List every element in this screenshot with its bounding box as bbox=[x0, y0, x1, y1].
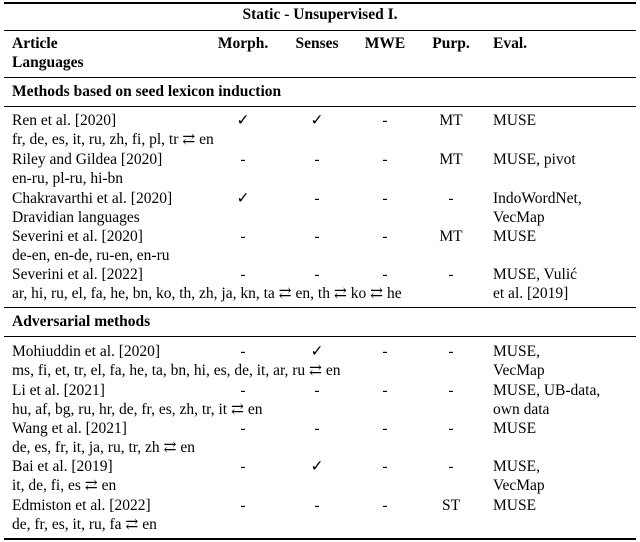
row-mwe: - bbox=[382, 112, 388, 129]
row-article: Severini et al. [2020] bbox=[12, 228, 143, 245]
row-eval: MUSE bbox=[493, 420, 537, 437]
row-mwe: - bbox=[382, 420, 388, 437]
header-languages: Languages bbox=[12, 54, 84, 71]
header-article: Article bbox=[12, 35, 58, 52]
section-title: Methods based on seed lexicon induction bbox=[12, 83, 282, 100]
row-eval-cont: VecMap bbox=[493, 209, 545, 226]
row-languages: de, fr, es, it, ru, fa ⇄ en bbox=[12, 516, 157, 533]
row-eval-cont: et al. [2019] bbox=[493, 285, 569, 302]
row-eval: MUSE, Vulić bbox=[493, 266, 578, 283]
bottom-rule bbox=[4, 538, 636, 540]
row-article: Bai et al. [2019] bbox=[12, 458, 113, 475]
row-senses: ✓ bbox=[310, 458, 324, 475]
row-article: Ren et al. [2020] bbox=[12, 112, 117, 129]
row-article: Li et al. [2021] bbox=[12, 382, 105, 399]
row-mwe: - bbox=[382, 497, 388, 514]
row-purp: - bbox=[448, 190, 454, 207]
row-eval: IndoWordNet, bbox=[493, 190, 582, 207]
row-senses: - bbox=[314, 382, 320, 399]
row-morph: ✓ bbox=[236, 112, 250, 129]
row-morph: - bbox=[240, 382, 246, 399]
row-morph: - bbox=[240, 420, 246, 437]
row-article: Severini et al. [2022] bbox=[12, 266, 143, 283]
row-eval: MUSE, bbox=[493, 458, 540, 475]
top-rule bbox=[4, 2, 636, 4]
header-purp: Purp. bbox=[432, 35, 470, 52]
section-rule bbox=[4, 336, 636, 337]
table-title: Static - Unsupervised I. bbox=[242, 6, 398, 23]
row-article: Chakravarthi et al. [2020] bbox=[12, 190, 173, 207]
header-mwe: MWE bbox=[364, 35, 406, 52]
row-senses: - bbox=[314, 420, 320, 437]
row-article: Mohiuddin et al. [2020] bbox=[12, 343, 161, 360]
row-purp: - bbox=[448, 382, 454, 399]
row-senses: - bbox=[314, 228, 320, 245]
section-rule bbox=[4, 106, 636, 107]
row-senses: - bbox=[314, 266, 320, 283]
header-eval: Eval. bbox=[493, 35, 528, 52]
row-morph: ✓ bbox=[236, 190, 250, 207]
row-article: Wang et al. [2021] bbox=[12, 420, 127, 437]
row-languages: de, es, fr, it, ja, ru, tr, zh ⇄ en bbox=[12, 439, 196, 456]
row-languages: Dravidian languages bbox=[12, 209, 140, 226]
row-senses: ✓ bbox=[310, 343, 324, 360]
row-article: Riley and Gildea [2020] bbox=[12, 151, 163, 168]
header-morph: Morph. bbox=[217, 35, 269, 52]
row-languages: ar, hi, ru, el, fa, he, bn, ko, th, zh, ja, kn, ta ⇄ en, th ⇄ ko ⇄ he bbox=[12, 285, 402, 302]
row-mwe: - bbox=[382, 382, 388, 399]
row-eval-cont: own data bbox=[493, 401, 550, 418]
row-senses: - bbox=[314, 151, 320, 168]
row-eval: MUSE, bbox=[493, 343, 540, 360]
row-eval-cont: VecMap bbox=[493, 477, 545, 494]
row-languages: fr, de, es, it, ru, zh, fi, pl, tr ⇄ en bbox=[12, 131, 214, 148]
row-morph: - bbox=[240, 458, 246, 475]
row-eval-cont: VecMap bbox=[493, 362, 545, 379]
row-article: Edmiston et al. [2022] bbox=[12, 497, 151, 514]
header-senses: Senses bbox=[295, 35, 339, 52]
row-purp: MT bbox=[439, 228, 463, 245]
row-purp: MT bbox=[439, 151, 463, 168]
row-languages: en-ru, pl-ru, hi-bn bbox=[12, 170, 124, 187]
row-eval: MUSE bbox=[493, 112, 537, 129]
title-rule bbox=[4, 30, 636, 31]
row-eval: MUSE, UB-data, bbox=[493, 382, 601, 399]
row-eval: MUSE, pivot bbox=[493, 151, 576, 168]
section-rule bbox=[4, 307, 636, 308]
row-mwe: - bbox=[382, 458, 388, 475]
row-languages: it, de, fi, es ⇄ en bbox=[12, 477, 117, 494]
row-senses: - bbox=[314, 497, 320, 514]
row-mwe: - bbox=[382, 151, 388, 168]
row-senses: ✓ bbox=[310, 112, 324, 129]
row-languages: hu, af, bg, ru, hr, de, fr, es, zh, tr, it ⇄ en bbox=[12, 401, 263, 418]
row-morph: - bbox=[240, 266, 246, 283]
row-mwe: - bbox=[382, 190, 388, 207]
row-languages: ms, fi, et, tr, el, fa, he, ta, bn, hi, es, de, it, ar, ru ⇄ en bbox=[12, 362, 341, 379]
row-mwe: - bbox=[382, 343, 388, 360]
row-morph: - bbox=[240, 497, 246, 514]
row-eval: MUSE bbox=[493, 228, 537, 245]
row-morph: - bbox=[240, 228, 246, 245]
row-purp: - bbox=[448, 343, 454, 360]
row-morph: - bbox=[240, 151, 246, 168]
row-senses: - bbox=[314, 190, 320, 207]
row-purp: MT bbox=[439, 112, 463, 129]
header-rule bbox=[4, 77, 636, 78]
row-morph: - bbox=[240, 343, 246, 360]
row-mwe: - bbox=[382, 266, 388, 283]
section-title: Adversarial methods bbox=[12, 313, 151, 330]
row-purp: ST bbox=[441, 497, 461, 514]
row-languages: de-en, en-de, ru-en, en-ru bbox=[12, 247, 170, 264]
row-eval: MUSE bbox=[493, 497, 537, 514]
row-purp: - bbox=[448, 458, 454, 475]
row-purp: - bbox=[448, 266, 454, 283]
row-purp: - bbox=[448, 420, 454, 437]
row-mwe: - bbox=[382, 228, 388, 245]
